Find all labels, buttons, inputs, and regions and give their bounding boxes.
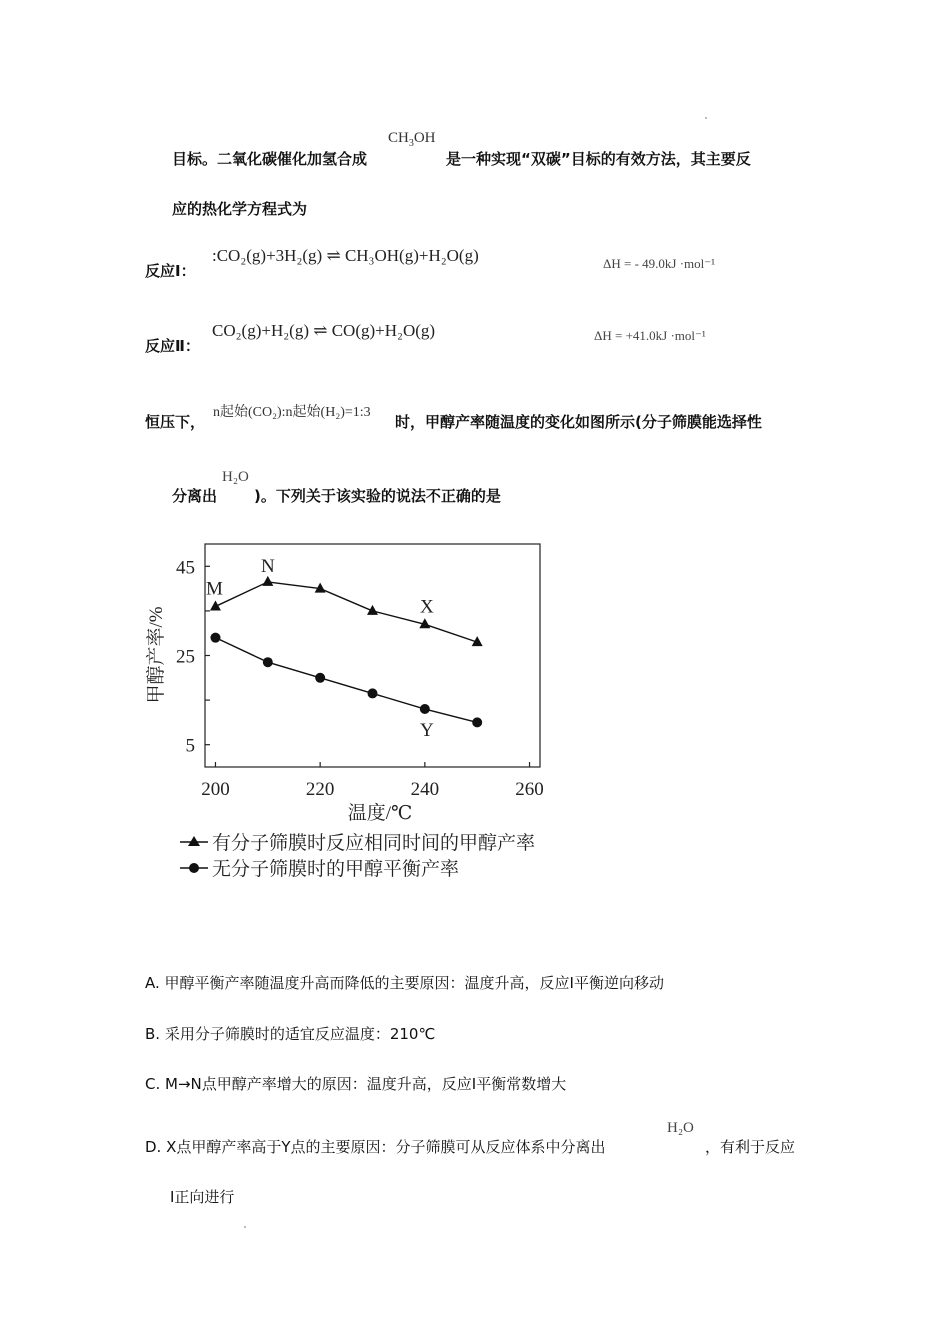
legend-label-1: 有分子筛膜时反应相同时间的甲醇产率	[212, 833, 536, 854]
plot-frame	[205, 544, 540, 767]
data-point-circle	[472, 717, 482, 727]
reaction-1-label: 反应Ⅰ：	[145, 262, 196, 280]
option-d-formula: H₂O	[667, 1120, 694, 1136]
option-b-letter: B.	[145, 1025, 161, 1043]
option-a-text: 甲醇平衡产率随温度升高而降低的主要原因：温度升高，反应Ⅰ平衡逆向移动	[164, 974, 664, 992]
option-c-text: M→N点甲醇产率增大的原因：温度升高，反应Ⅰ平衡常数增大	[165, 1075, 567, 1093]
option-b[interactable]	[145, 1023, 435, 1044]
data-point-circle	[210, 633, 220, 643]
option-d-text-b: ，有利于反应	[705, 1138, 796, 1156]
condition-prefix: 恒压下，	[145, 413, 206, 431]
option-d-text: X点甲醇产率高于Y点的主要原因：分子筛膜可从反应体系中分离出	[166, 1138, 606, 1156]
reaction-2-label: 反应Ⅱ：	[145, 337, 200, 355]
series-lines	[215, 582, 477, 722]
condition-line2-a: 分离出	[172, 487, 218, 505]
legend-marker-triangle	[188, 836, 200, 846]
intro-line1-b: 是一种实现“双碳”目标的有效方法，其主要反	[446, 150, 751, 168]
intro-formula-ch3oh: $CH_3OH$	[388, 130, 436, 149]
x-tick-label: 260	[515, 779, 544, 800]
speck	[705, 117, 707, 119]
condition-suffix: 时，甲醇产率随温度的变化如图所示(分子筛膜能选择性	[395, 413, 762, 431]
reaction-1-equation: :CO₂(g)+3H₂(g) ⇌ CH₃OH(g)+H₂O(g)	[212, 246, 479, 265]
legend-label-2: 无分子筛膜时的甲醇平衡产率	[212, 859, 460, 880]
y-tick-label: 5	[185, 735, 195, 757]
point-label-x: X	[419, 596, 434, 618]
option-c-letter: C.	[145, 1075, 161, 1093]
reaction-1-enthalpy: ΔH = - 49.0kJ ·mol⁻¹	[603, 256, 716, 271]
y-tick-label: 45	[176, 557, 195, 579]
legend-marker-circle	[189, 863, 199, 873]
x-tick-label: 220	[305, 779, 335, 800]
option-d-line2: Ⅰ正向进行	[170, 1188, 235, 1206]
point-label-m: M	[206, 578, 223, 600]
y-axis-label: 甲醇产率/%	[146, 606, 167, 704]
option-d-letter: D.	[145, 1138, 162, 1156]
data-point-circle	[315, 673, 325, 683]
speck	[244, 1226, 246, 1228]
x-tick-label: 200	[201, 779, 230, 800]
reaction-2-equation: CO₂(g)+H₂(g) ⇌ CO(g)+H₂O(g)	[212, 321, 436, 340]
data-point-circle	[368, 688, 378, 698]
data-point-triangle	[262, 576, 273, 586]
condition-ratio: n起始(CO₂):n起始(H₂)=1:3	[213, 405, 371, 420]
data-point-circle	[263, 657, 273, 667]
condition-line2-b: )。下列关于该实验的说法不正确的是	[254, 487, 501, 505]
point-label-y: Y	[419, 720, 434, 742]
option-d[interactable]	[145, 1136, 606, 1157]
series-line-triangle	[215, 582, 477, 642]
option-a-letter: A.	[145, 974, 160, 992]
option-b-text: 采用分子筛膜时的适宜反应温度：210℃	[164, 1025, 436, 1043]
methanol-yield-chart	[130, 530, 600, 890]
axis-ticks	[176, 557, 544, 800]
x-axis-label: 温度/℃	[347, 803, 413, 824]
data-point-circle	[420, 704, 430, 714]
option-a[interactable]	[145, 972, 664, 993]
x-tick-label: 240	[410, 779, 440, 800]
reaction-2-enthalpy: ΔH = +41.0kJ ·mol⁻¹	[594, 328, 706, 343]
series-line-circle	[215, 638, 477, 723]
series-markers	[210, 576, 483, 727]
data-point-triangle	[210, 600, 221, 610]
intro-line2: 应的热化学方程式为	[172, 200, 308, 218]
condition-formula-h2o: H₂O	[222, 469, 249, 485]
intro-line1-a: 目标。二氧化碳催化加氢合成	[172, 150, 368, 168]
option-c[interactable]	[145, 1073, 566, 1094]
point-label-n: N	[260, 555, 275, 577]
y-tick-label: 25	[176, 646, 195, 668]
